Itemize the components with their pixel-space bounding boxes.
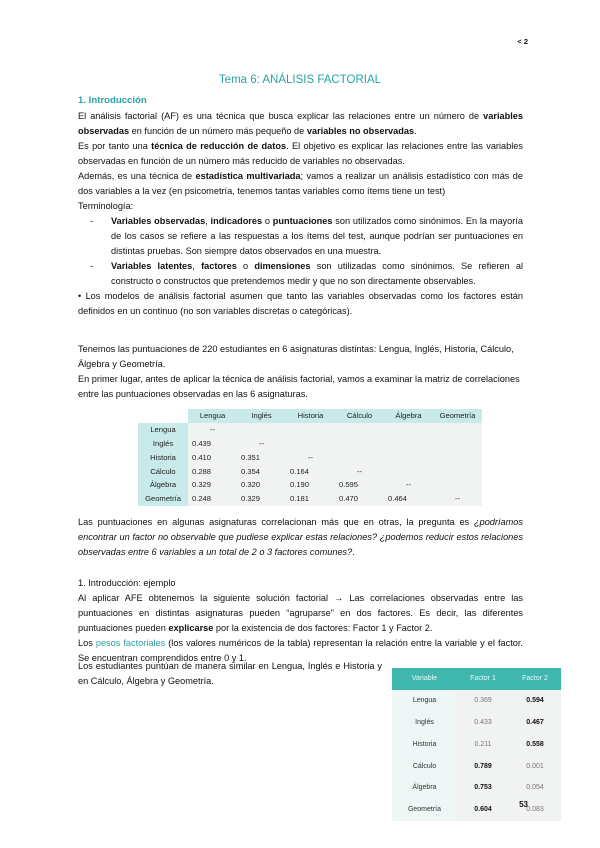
table-cell: 0.001: [509, 755, 561, 777]
correlation-table: [138, 409, 482, 506]
table-row: [392, 799, 561, 821]
section-intro: [78, 93, 523, 319]
table-cell: 0.054: [509, 777, 561, 799]
table-cell: [335, 423, 384, 437]
table-cell: --: [188, 423, 237, 437]
paragraph: Además, es una técnica de estadística multivariada; vamos a realizar un análisis estadístico con más de dos variables a la vez (en psicometría, tenemos tantas variables como ítems tiene un test): [78, 171, 523, 196]
table-cell: [433, 437, 482, 451]
table-cell: [286, 423, 335, 437]
table-cell: 0.594: [509, 690, 561, 712]
row-header: Geometría: [138, 492, 188, 506]
table-cell: [286, 437, 335, 451]
table-cell: 0.351: [237, 450, 286, 464]
table-cell: --: [286, 450, 335, 464]
paragraph: Los pesos factoriales (los valores numéricos de la tabla) representan la relación entre la variable y el factor. Se encuentran comprendidos entre 0 y 1.: [78, 638, 523, 663]
paragraph: En primer lugar, antes de aplicar la técnica de análisis factorial, vamos a examinar la matriz de correlaciones entre las puntuaciones observadas en las 6 asignaturas.: [78, 374, 520, 399]
page-number: 53: [519, 800, 528, 809]
table-cell: 0.604: [457, 799, 509, 821]
table-cell: 0.433: [457, 712, 509, 734]
row-header: Cálculo: [392, 755, 457, 777]
table-cell: 0.439: [188, 437, 237, 451]
table-cell: 0.190: [286, 478, 335, 492]
table-row: [138, 423, 482, 437]
row-header: Historia: [392, 733, 457, 755]
table-cell: --: [433, 492, 482, 506]
table-cell: [335, 450, 384, 464]
table-corner: [138, 409, 188, 423]
table-row: [392, 733, 561, 755]
table-cell: [384, 450, 433, 464]
section-heading: 1. Introducción: ejemplo: [78, 578, 176, 588]
column-header: Factor 2: [509, 668, 561, 690]
table-cell: 0.320: [237, 478, 286, 492]
table-cell: --: [335, 464, 384, 478]
factor-loadings-table: [392, 668, 561, 821]
column-header: Álgebra: [384, 409, 433, 423]
paragraph: Es por tanto una técnica de reducción de datos. El objetivo es explicar las relaciones entre las variables observadas en función de un número más reducido de variables no observadas.: [78, 141, 523, 166]
table-cell: [335, 437, 384, 451]
table-cell: 0.464: [384, 492, 433, 506]
row-header: Álgebra: [138, 478, 188, 492]
table-row: [138, 464, 482, 478]
example-intro: [78, 342, 523, 402]
list-item: - Variables observadas, indicadores o puntuaciones son utilizados como sinónimos. En la mayoría de los casos se refiere a las respuestas a los ítems del test, aunque podrían ser puntuaciones en distintas pruebas. Son siempre datos observados en una muestra.: [88, 214, 523, 259]
table-row: [138, 450, 482, 464]
row-header: Álgebra: [392, 777, 457, 799]
bullet-paragraph: • Los modelos de análisis factorial asumen que tanto las variables observadas como los factores están definidos en un continuo (no son variables discretas o categóricas).: [78, 291, 523, 316]
question-paragraph: Las puntuaciones en algunas asignaturas correlacionan más que en otras, la pregunta es ¿podríamos encontrar un factor no observable que pudiese explicar estas relaciones? ¿podemos reducir estos relaciones observadas entre 6 variables a un total de 2 o 3 factores comunes?.: [78, 517, 523, 557]
page-title: Tema 6: ANÁLISIS FACTORIAL: [218, 74, 382, 86]
table-row: [138, 437, 482, 451]
column-header: Lengua: [188, 409, 237, 423]
row-header: Inglés: [138, 437, 188, 451]
table-row: [392, 712, 561, 734]
table-cell: [384, 464, 433, 478]
table-cell: 0.410: [188, 450, 237, 464]
list-item: - Variables latentes, factores o dimensiones son utilizadas como sinónimos. Se refieren al constructo o constructos que pretendemos medir y que no son directamente observables.: [88, 259, 523, 289]
column-header: Historia: [286, 409, 335, 423]
table-cell: 0.288: [188, 464, 237, 478]
table-cell: 0.354: [237, 464, 286, 478]
table-cell: 0.470: [335, 492, 384, 506]
paragraph: El análisis factorial (AF) es una técnica que busca explicar las relaciones entre un número de variables observadas en función de un número más pequeño de variables no observadas.: [78, 111, 523, 136]
table-cell: 0.329: [188, 478, 237, 492]
conclusion-paragraph: Los estudiantes puntúan de manera similar en Lengua, Inglés e Historia y en Cálculo, Álgebra y Geometría.: [78, 661, 382, 686]
section-example: [78, 576, 523, 666]
table-cell: 0.329: [237, 492, 286, 506]
row-header: Lengua: [138, 423, 188, 437]
table-cell: [237, 423, 286, 437]
table-cell: 0.467: [509, 712, 561, 734]
column-header: Inglés: [237, 409, 286, 423]
page-corner-nav[interactable]: < 2: [517, 37, 528, 46]
table-cell: 0.558: [509, 733, 561, 755]
section-heading: 1. Introducción: [78, 95, 147, 106]
table-row: [392, 755, 561, 777]
table-cell: [384, 437, 433, 451]
table-cell: [433, 464, 482, 478]
paragraph: Al aplicar AFE obtenemos la siguiente solución factorial → Las correlaciones observadas entre las puntuaciones en distintas asignaturas pueden “agruparse” en dos factores. Es decir, las diferentes puntuaciones pueden explicarse por la existencia de dos factores: Factor 1 y Factor 2.: [78, 593, 523, 633]
table-row: [138, 478, 482, 492]
table-cell: --: [384, 478, 433, 492]
table-row: [138, 492, 482, 506]
column-header: Cálculo: [335, 409, 384, 423]
row-header: Lengua: [392, 690, 457, 712]
column-header: Variable: [392, 668, 457, 690]
terminology-label: Terminología:: [78, 201, 134, 211]
table-cell: 0.181: [286, 492, 335, 506]
column-header: Factor 1: [457, 668, 509, 690]
table-cell: 0.248: [188, 492, 237, 506]
row-header: Cálculo: [138, 464, 188, 478]
table-cell: 0.083: [509, 799, 561, 821]
table-row: [392, 777, 561, 799]
table-cell: 0.369: [457, 690, 509, 712]
row-header: Inglés: [392, 712, 457, 734]
table-cell: 0.211: [457, 733, 509, 755]
row-header: Geometría: [392, 799, 457, 821]
column-header: Geometría: [433, 409, 482, 423]
table-cell: [384, 423, 433, 437]
table-cell: 0.789: [457, 755, 509, 777]
paragraph: Tenemos las puntuaciones de 220 estudiantes en 6 asignaturas distintas: Lengua, Inglés, Historia, Cálculo, Álgebra y Geometría.: [78, 344, 514, 369]
table-cell: [433, 478, 482, 492]
terminology-list: [88, 214, 523, 289]
table-cell: 0.595: [335, 478, 384, 492]
row-header: Historia: [138, 450, 188, 464]
table-cell: 0.753: [457, 777, 509, 799]
table-cell: --: [237, 437, 286, 451]
table-cell: [433, 423, 482, 437]
table-cell: 0.164: [286, 464, 335, 478]
table-row: [392, 690, 561, 712]
table-cell: [433, 450, 482, 464]
